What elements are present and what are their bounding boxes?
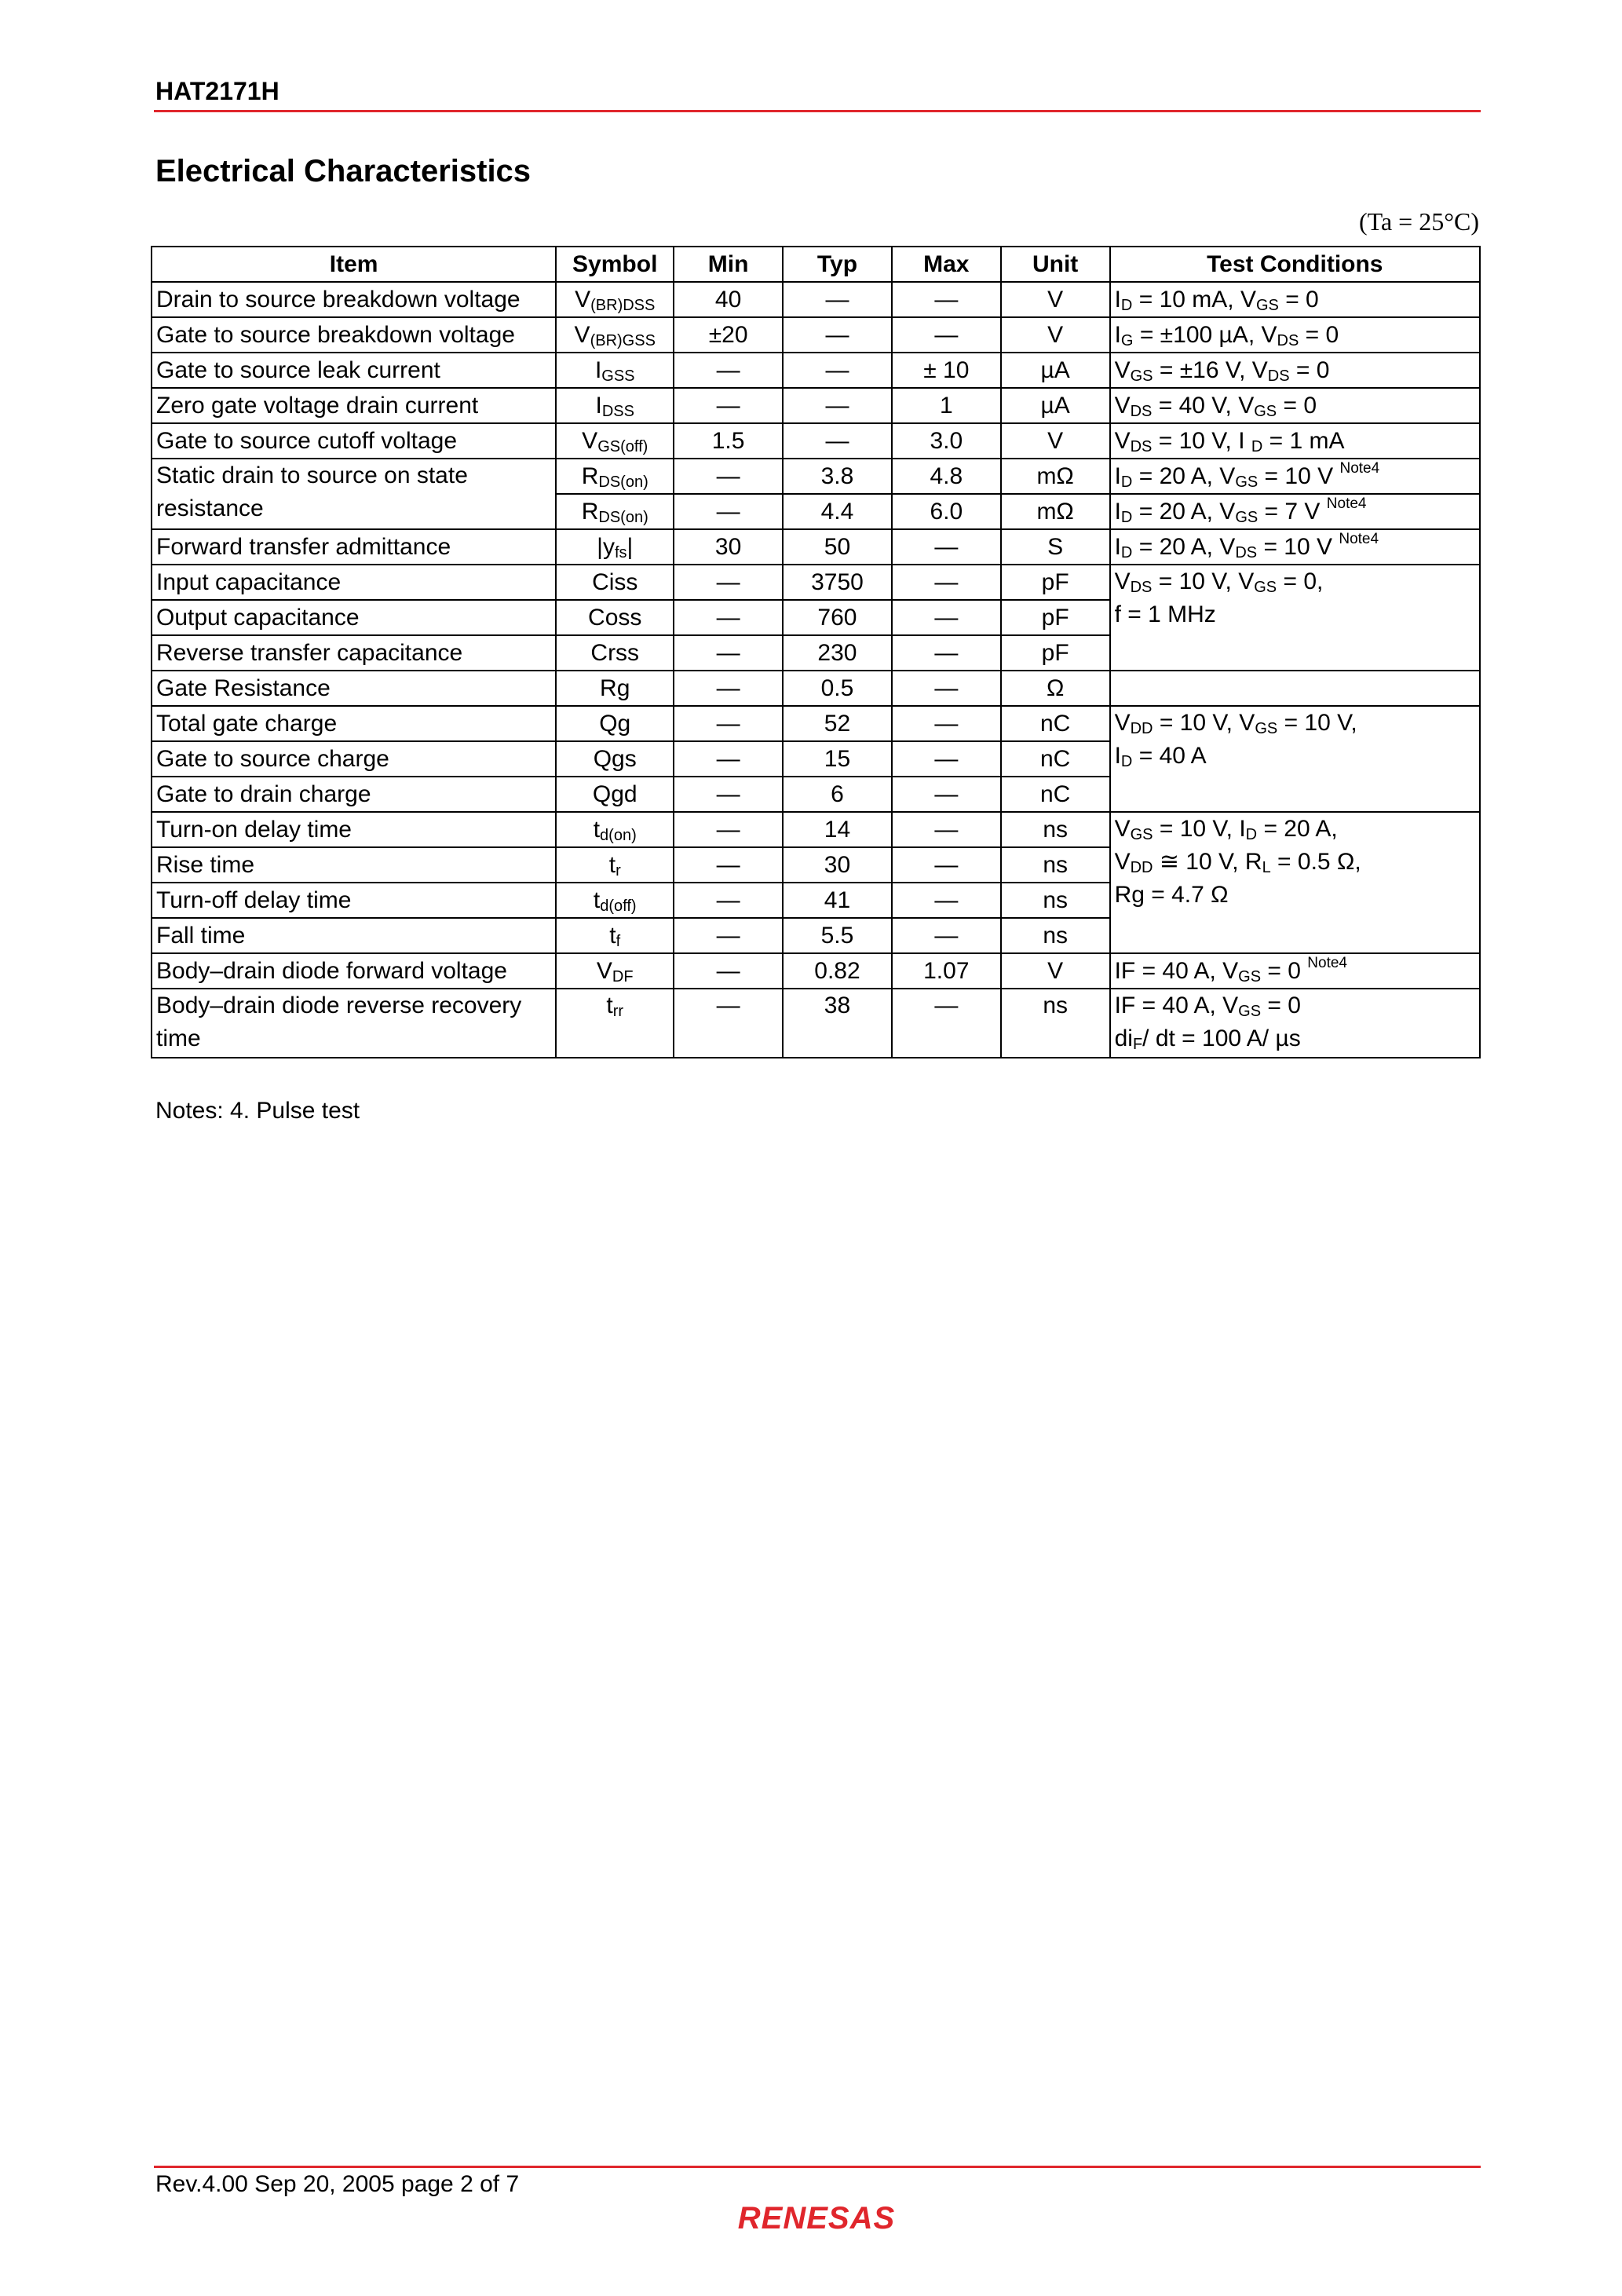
max-cell: — <box>892 671 1001 706</box>
table-row <box>152 812 1480 847</box>
symbol-cell: $V_{GS(off)}$ <box>556 423 674 459</box>
typ-cell: — <box>783 353 892 388</box>
unit-cell: S <box>1001 529 1110 565</box>
typ-cell: — <box>783 388 892 423</box>
typ-cell: 52 <box>783 706 892 741</box>
column-header: Item <box>152 247 556 282</box>
typ-cell: — <box>783 317 892 353</box>
item-cell: Total gate charge <box>152 706 556 741</box>
symbol-cell: $R_{DS(on)}$ <box>556 459 674 494</box>
condition-cell: $V_{DS} = 10$ V, $V_{GS} = 0$, f = 1 MHz <box>1110 565 1480 671</box>
unit-cell: V <box>1001 423 1110 459</box>
typ-cell: 760 <box>783 600 892 635</box>
table-row <box>152 671 1480 706</box>
table-row <box>152 388 1480 423</box>
symbol-cell: $R_{DS(on)}$ <box>556 494 674 529</box>
symbol-cell: $V_{(BR)DSS}$ <box>556 282 674 317</box>
max-cell: — <box>892 741 1001 777</box>
min-cell: — <box>674 953 783 989</box>
unit-cell: V <box>1001 953 1110 989</box>
unit-cell: nC <box>1001 777 1110 812</box>
max-cell: 3.0 <box>892 423 1001 459</box>
typ-cell: — <box>783 282 892 317</box>
item-cell: Turn-off delay time <box>152 883 556 918</box>
unit-cell: pF <box>1001 635 1110 671</box>
table-row <box>152 459 1480 494</box>
min-cell: — <box>674 777 783 812</box>
item-cell: Forward transfer admittance <box>152 529 556 565</box>
column-header: Test Conditions <box>1110 247 1480 282</box>
typ-cell: 38 <box>783 989 892 1058</box>
footer-rule <box>154 2166 1481 2168</box>
unit-cell: mΩ <box>1001 494 1110 529</box>
renesas-logo <box>718 2199 915 2238</box>
table-row <box>152 706 1480 741</box>
unit-cell: ns <box>1001 847 1110 883</box>
min-cell: 1.5 <box>674 423 783 459</box>
max-cell: — <box>892 565 1001 600</box>
typ-cell: 15 <box>783 741 892 777</box>
table-row <box>152 317 1480 353</box>
max-cell: 4.8 <box>892 459 1001 494</box>
max-cell: — <box>892 635 1001 671</box>
table-row <box>152 529 1480 565</box>
min-cell: — <box>674 812 783 847</box>
max-cell: — <box>892 600 1001 635</box>
column-header: Symbol <box>556 247 674 282</box>
symbol-cell: $t_f$ <box>556 918 674 953</box>
column-header: Unit <box>1001 247 1110 282</box>
min-cell: — <box>674 989 783 1058</box>
typ-cell: 41 <box>783 883 892 918</box>
item-cell: Body–drain diode forward voltage <box>152 953 556 989</box>
max-cell: 6.0 <box>892 494 1001 529</box>
item-cell: Input capacitance <box>152 565 556 600</box>
symbol-cell: Qg <box>556 706 674 741</box>
item-cell: Drain to source breakdown voltage <box>152 282 556 317</box>
min-cell: 40 <box>674 282 783 317</box>
item-cell: Gate to drain charge <box>152 777 556 812</box>
unit-cell: mΩ <box>1001 459 1110 494</box>
symbol-cell: Ciss <box>556 565 674 600</box>
unit-cell: ns <box>1001 812 1110 847</box>
unit-cell: V <box>1001 282 1110 317</box>
typ-cell: 3750 <box>783 565 892 600</box>
min-cell: — <box>674 494 783 529</box>
unit-cell: ns <box>1001 883 1110 918</box>
symbol-cell: $V_{DF}$ <box>556 953 674 989</box>
min-cell: 30 <box>674 529 783 565</box>
min-cell: — <box>674 847 783 883</box>
typ-cell: 4.4 <box>783 494 892 529</box>
item-cell: Static drain to source on state resistance <box>152 459 556 529</box>
unit-cell: nC <box>1001 741 1110 777</box>
item-cell: Turn-on delay time <box>152 812 556 847</box>
min-cell: — <box>674 600 783 635</box>
min-cell: — <box>674 388 783 423</box>
item-cell: Output capacitance <box>152 600 556 635</box>
symbol-cell: Coss <box>556 600 674 635</box>
item-cell: Reverse transfer capacitance <box>152 635 556 671</box>
condition-cell: $I_G = \pm 100$ µA, $V_{DS} = 0$ <box>1110 317 1480 353</box>
max-cell: — <box>892 883 1001 918</box>
item-cell: Gate to source breakdown voltage <box>152 317 556 353</box>
condition-cell <box>1110 671 1480 706</box>
min-cell: — <box>674 565 783 600</box>
condition-cell: $V_{DS} = 10$ V, I $_D$ = 1 mA <box>1110 423 1480 459</box>
item-cell: Body–drain diode reverse recovery time <box>152 989 556 1058</box>
condition-cell: $V_{DS} = 40$ V, $V_{GS} = 0$ <box>1110 388 1480 423</box>
typ-cell: 5.5 <box>783 918 892 953</box>
max-cell: — <box>892 529 1001 565</box>
condition-cell: $I_D = 20$ A, $V_{DS} = 10$ V $^{Note4}$ <box>1110 529 1480 565</box>
condition-cell: $V_{GS} = 10$ V, $I_D = 20$ A, $V_{DD}$ ≅ 10 V, $R_L = 0.5$ Ω, Rg = 4.7 Ω <box>1110 812 1480 953</box>
typ-cell: — <box>783 423 892 459</box>
max-cell: — <box>892 918 1001 953</box>
column-header: Typ <box>783 247 892 282</box>
max-cell: — <box>892 847 1001 883</box>
typ-cell: 50 <box>783 529 892 565</box>
table-row <box>152 423 1480 459</box>
item-cell: Zero gate voltage drain current <box>152 388 556 423</box>
max-cell: — <box>892 706 1001 741</box>
symbol-cell: $t_{d(off)}$ <box>556 883 674 918</box>
typ-cell: 14 <box>783 812 892 847</box>
table-row <box>152 565 1480 600</box>
min-cell: — <box>674 353 783 388</box>
typ-cell: 0.5 <box>783 671 892 706</box>
condition-cell: $I_D = 10$ mA, $V_{GS} = 0$ <box>1110 282 1480 317</box>
header-rule <box>154 110 1481 112</box>
unit-cell: pF <box>1001 600 1110 635</box>
symbol-cell: Qgs <box>556 741 674 777</box>
item-cell: Rise time <box>152 847 556 883</box>
symbol-cell: Crss <box>556 635 674 671</box>
ambient-condition: (Ta = 25°C) <box>1358 207 1479 236</box>
max-cell: 1.07 <box>892 953 1001 989</box>
condition-cell: $I_D = 20$ A, $V_{GS} = 10$ V $^{Note4}$ <box>1110 459 1480 494</box>
min-cell: — <box>674 741 783 777</box>
item-cell: Gate to source leak current <box>152 353 556 388</box>
table-row <box>152 989 1480 1058</box>
typ-cell: 230 <box>783 635 892 671</box>
min-cell: — <box>674 706 783 741</box>
max-cell: 1 <box>892 388 1001 423</box>
footer-revision: Rev.4.00 Sep 20, 2005 page 2 of 7 <box>155 2171 520 2197</box>
symbol-cell: $|y_{fs}|$ <box>556 529 674 565</box>
table-row <box>152 282 1480 317</box>
unit-cell: pF <box>1001 565 1110 600</box>
typ-cell: 3.8 <box>783 459 892 494</box>
unit-cell: µA <box>1001 353 1110 388</box>
unit-cell: Ω <box>1001 671 1110 706</box>
item-cell: Gate to source cutoff voltage <box>152 423 556 459</box>
section-title: Electrical Characteristics <box>155 154 532 188</box>
condition-cell: IF = 40 A, $V_{GS} = 0$ $di_F/$ dt = 100 A/ µs <box>1110 989 1480 1058</box>
electrical-characteristics-table <box>151 246 1481 1058</box>
table-header-row <box>152 247 1480 282</box>
min-cell: — <box>674 635 783 671</box>
symbol-cell: $V_{(BR)GSS}$ <box>556 317 674 353</box>
max-cell: — <box>892 777 1001 812</box>
typ-cell: 0.82 <box>783 953 892 989</box>
max-cell: — <box>892 989 1001 1058</box>
min-cell: ±20 <box>674 317 783 353</box>
max-cell: — <box>892 282 1001 317</box>
column-header: Min <box>674 247 783 282</box>
unit-cell: V <box>1001 317 1110 353</box>
unit-cell: ns <box>1001 989 1110 1058</box>
symbol-cell: $t_r$ <box>556 847 674 883</box>
unit-cell: ns <box>1001 918 1110 953</box>
typ-cell: 30 <box>783 847 892 883</box>
table-notes: Notes: 4. Pulse test <box>155 1098 360 1124</box>
symbol-cell: Rg <box>556 671 674 706</box>
symbol-cell: $I_{GSS}$ <box>556 353 674 388</box>
item-cell: Gate Resistance <box>152 671 556 706</box>
symbol-cell: Qgd <box>556 777 674 812</box>
logo-wordmark: RENESAS <box>737 2201 896 2236</box>
condition-cell: $V_{GS} = \pm 16$ V, $V_{DS} = 0$ <box>1110 353 1480 388</box>
item-cell: Fall time <box>152 918 556 953</box>
max-cell: ± 10 <box>892 353 1001 388</box>
condition-cell: $I_D = 20$ A, $V_{GS} = 7$ V $^{Note4}$ <box>1110 494 1480 529</box>
document-header-title: HAT2171H <box>155 77 279 105</box>
max-cell: — <box>892 812 1001 847</box>
symbol-cell: $I_{DSS}$ <box>556 388 674 423</box>
unit-cell: nC <box>1001 706 1110 741</box>
symbol-cell: $t_{d(on)}$ <box>556 812 674 847</box>
table-row <box>152 953 1480 989</box>
unit-cell: µA <box>1001 388 1110 423</box>
min-cell: — <box>674 918 783 953</box>
min-cell: — <box>674 883 783 918</box>
table-row <box>152 353 1480 388</box>
column-header: Max <box>892 247 1001 282</box>
max-cell: — <box>892 317 1001 353</box>
min-cell: — <box>674 671 783 706</box>
typ-cell: 6 <box>783 777 892 812</box>
symbol-cell: $t_{rr}$ <box>556 989 674 1058</box>
item-cell: Gate to source charge <box>152 741 556 777</box>
min-cell: — <box>674 459 783 494</box>
condition-cell: IF = 40 A, $V_{GS} = 0$ $^{Note4}$ <box>1110 953 1480 989</box>
condition-cell: $V_{DD} = 10$ V, $V_{GS} = 10$ V, $I_D = 40$ A <box>1110 706 1480 812</box>
